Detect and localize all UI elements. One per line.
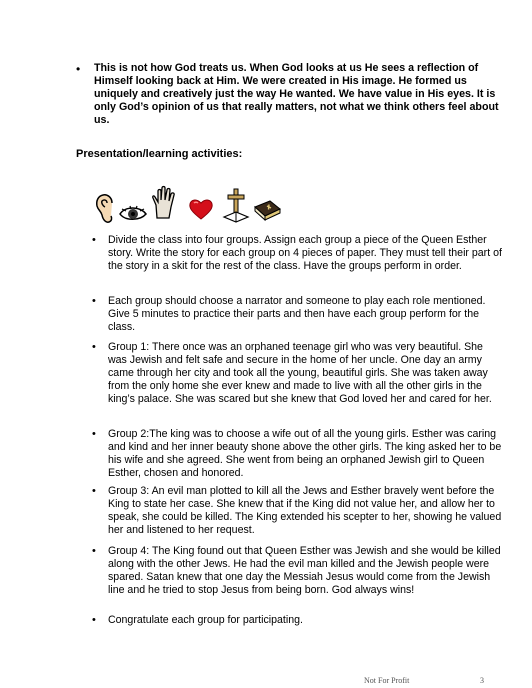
list-item [92,614,512,627]
page-number: 3 [480,676,484,685]
list-item [92,428,512,480]
activity-text: Group 3: An evil man plotted to kill all the Jews and Esther bravely went before the King to state her case. She knew that if the King did not value her, and allow her to speak, she could be killed. The King extended his scepter to her, showing he valued her and listened to her request. [108,485,502,536]
heart-icon [188,197,214,221]
list-item [92,545,512,597]
list-item [92,341,512,406]
bible-icon [252,197,282,223]
bullet-marker: • [76,62,81,76]
cross-book-icon [222,187,250,223]
footer-text: Not For Profit [364,676,410,685]
activity-text: Congratulate each group for participating. [108,614,303,626]
activity-text: Group 1: There once was an orphaned teenage girl who was very beautiful. She was Jewish and felt safe and secure in the home of her uncle. One day an army came through her city and took all the young, beautiful girls. She was taken away from the only home she ever knew and made to live with all the other girls in the king’s palace. She was scared but she knew that God loved her and cared for her. [108,341,492,405]
intro-paragraph: This is not how God treats us. When God looks at us He sees a reflection of Himself looking back at Him. We were created in His image. He formed us uniquely and creatively just the way He wanted. We have value in His eyes. It is only God’s opinion of us that really matters, not what we think others feel about us. [94,62,499,126]
section-heading: Presentation/learning activities: [76,148,243,160]
bullet-marker: • [92,545,96,557]
bullet-marker: • [92,614,96,626]
learning-style-icons [88,185,288,229]
intro-bullet [76,62,506,127]
activity-text: Group 4: The King found out that Queen Esther was Jewish and she would be killed along with the other Jews. He had the evil man killed and the Jewish people were spared. Satan knew that one day the Messiah Jesus would come from the Jewish line and he tried to stop Jesus from being born. God always wins! [108,545,501,596]
bullet-marker: • [92,234,96,246]
eye-icon [118,203,148,223]
bullet-marker: • [92,428,96,440]
activity-text: Each group should choose a narrator and someone to play each role mentioned. Give 5 minutes to practice their parts and then have each group perform for the class. [108,295,486,333]
activity-text: Group 2:The king was to choose a wife out of all the young girls. Esther was caring and kind and her inner beauty shone above the other girls. The king asked her to be his wife and she agreed. She went from being an orphaned Jewish girl to Queen Esther, chosen and honored. [108,428,502,479]
list-item [92,485,512,537]
ear-icon [94,193,118,225]
activity-text: Divide the class into four groups. Assign each group a piece of the Queen Esther story. Write the story for each group on 4 pieces of paper. They must tell their part of the story in a skit for the rest of the class. Have the groups perform in order. [108,234,502,272]
list-item [92,234,512,273]
bullet-marker: • [92,485,96,497]
hand-icon [150,185,178,219]
bullet-marker: • [92,295,96,307]
list-item [92,295,512,334]
bullet-marker: • [92,341,96,353]
